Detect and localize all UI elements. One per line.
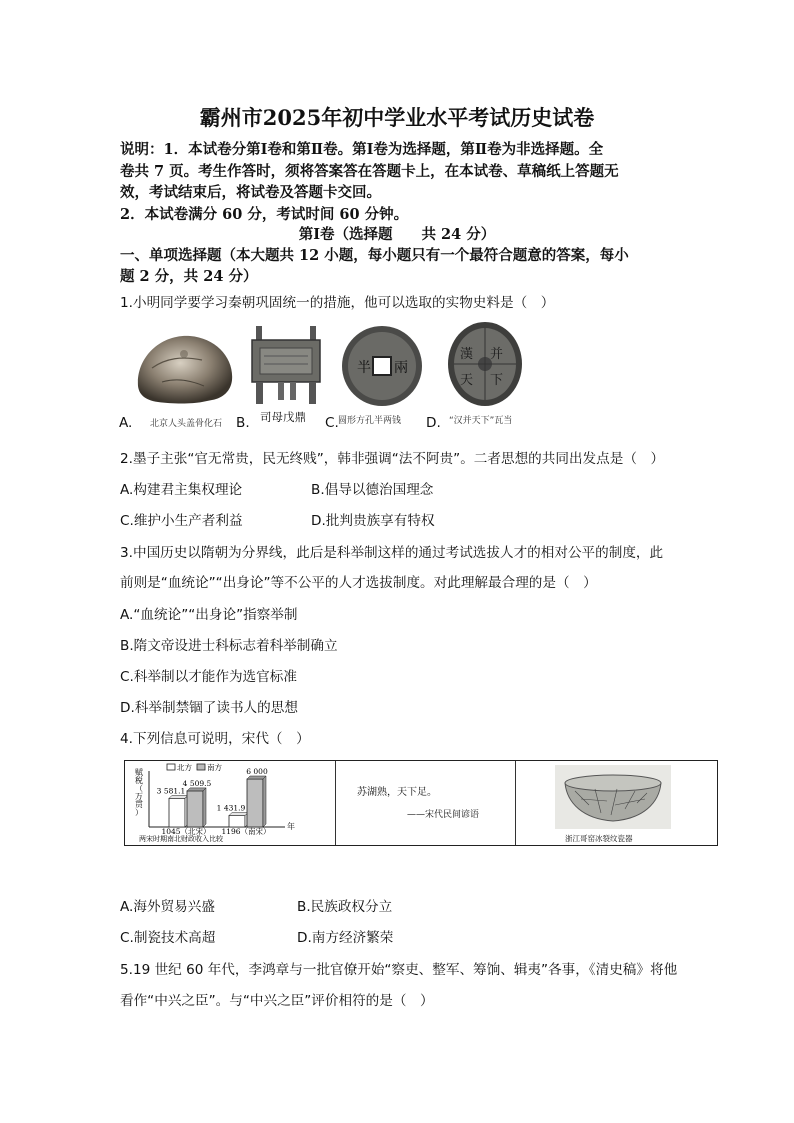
question-3-stem-line-1: 3.中国历史以隋朝为分界线，此后是科举制这样的通过考试选拔人才的相对公平的制度，此 [120,545,664,561]
q1-option-c-caption: 圆形方孔半两钱 [338,416,402,426]
svg-text:并: 并 [490,347,504,362]
instruction-line-2: 卷共 7 页。考生作答时，须将答案答在答题卡上，在本试卷、草稿纸上答题无 [120,163,619,180]
q1-option-a-caption: 北京人头盖骨化石 [150,419,223,429]
question-1-stem: 1.小明同学要学习秦朝巩固统一的措施，他可以选取的实物史料是（ ） [120,295,555,311]
ding-vessel-image [248,326,324,408]
question-2-stem: 2.墨子主张“官无常贵，民无终贱”，韩非强调“法不阿贵”。二者思想的共同出发点是（ ） [120,451,665,467]
question-5-stem-line-2: 看作“中兴之臣”。与“中兴之臣”评价相符的是（ ） [120,993,434,1009]
q1-option-d-letter: D. [426,415,441,431]
part-one-line-2: 题 2 分，共 24 分） [120,268,258,285]
banliang-coin-image [340,324,424,408]
q2-option-d: D.批判贵族享有特权 [311,513,435,529]
q4-option-d: D.南方经济繁荣 [297,930,394,946]
q1-option-c-letter: C. [325,415,339,431]
legend-south-swatch [197,764,205,770]
instruction-line-4: 2．本试卷满分 60 分，考试时间 60 分钟。 [120,206,409,223]
page-title: 霸州市2025年初中学业水平考试历史试卷 [199,105,595,130]
instruction-line-3: 效，考试结束后，将试卷及答题卡交回。 [120,184,381,201]
q3-option-b: B.隋文帝设进士科标志着科举制确立 [120,638,338,654]
bar-value-label-south-1: 6 000 [246,767,268,776]
bar-value-label-north-1: 1 431.9 [216,803,246,813]
chart-caption: 两宋时期南北财政收入比较 [139,835,223,843]
q1-option-a-letter: A. [119,415,133,431]
q1-option-b-letter: B. [236,415,250,431]
q1-option-b-caption: 司母戊鼎 [260,410,306,424]
q2-option-b: B.倡导以德治国理念 [311,482,434,498]
skull-fossil-image [132,328,238,408]
question-4-stem: 4.下列信息可说明，宋代（ ） [120,731,310,747]
bar-south-1 [247,779,263,827]
legend-north-swatch [167,764,175,770]
proverb-quote: 苏湖熟，天下足。 [357,787,437,798]
q4-option-b: B.民族政权分立 [297,899,393,915]
q1-option-d-caption: “汉并天下”瓦当 [449,416,513,426]
category-label-0: 1045（北宋） [161,827,211,836]
bar-north-0 [169,798,185,827]
legend-south-label: 南方 [207,763,222,772]
q3-option-c: C.科举制以才能作为选官标准 [120,669,297,685]
material-divider-1 [335,761,336,845]
q3-option-d: D.科举制禁锢了读书人的思想 [120,700,298,716]
svg-text:下: 下 [490,373,504,388]
q4-option-c: C.制瓷技术高超 [120,930,216,946]
part-one-line-1: 一、单项选择题（本大题共 12 小题，每小题只有一个最符合题意的答案，每小 [120,247,629,264]
chart-y-axis-label: 赋税（万贯） [135,768,143,817]
bar-north-1 [229,816,245,827]
q4-material-box [124,760,718,846]
coin-c-char-left: 半 [357,360,371,376]
chart-x-axis-label: 年 [287,822,295,831]
wadang-tile-image [446,320,524,410]
svg-text:漢: 漢 [460,347,474,362]
question-5-stem-line-1: 5.19 世纪 60 年代，李鸿章与一批官僚开始“察吏、整军、筹饷、辑夷”各事，《清史稿》将他 [120,962,678,978]
q2-option-a: A.构建君主集权理论 [120,482,243,498]
section-header: 第Ⅰ卷（选择题 共 24 分） [298,226,496,243]
bar-south-0 [187,791,203,827]
ge-kiln-porcelain-image [555,765,671,829]
porcelain-caption: 浙江哥窑冰裂纹瓷器 [565,834,633,843]
q4-option-a: A.海外贸易兴盛 [120,899,215,915]
bar-value-label-south-0: 4 509.5 [182,778,212,788]
coin-c-char-right: 兩 [394,360,408,376]
legend-north-label: 北方 [177,763,192,772]
material-divider-2 [515,761,516,845]
bar-value-label-north-0: 3 581.1 [156,786,186,796]
question-3-stem-line-2: 前则是“血统论”“出身论”等不公平的人才选拔制度。对此理解最合理的是（ ） [120,575,597,591]
svg-text:天: 天 [460,373,474,388]
proverb-source: ——宋代民间谚语 [407,810,480,820]
q3-option-a: A.“血统论”“出身论”指察举制 [120,607,298,623]
fiscal-revenue-chart [125,761,335,845]
q2-option-c: C.维护小生产者利益 [120,513,243,529]
category-label-1: 1196（南宋） [221,827,271,836]
instruction-line-1: 说明：1．本试卷分第Ⅰ卷和第Ⅱ卷。第Ⅰ卷为选择题，第Ⅱ卷为非选择题。全 [120,141,604,158]
